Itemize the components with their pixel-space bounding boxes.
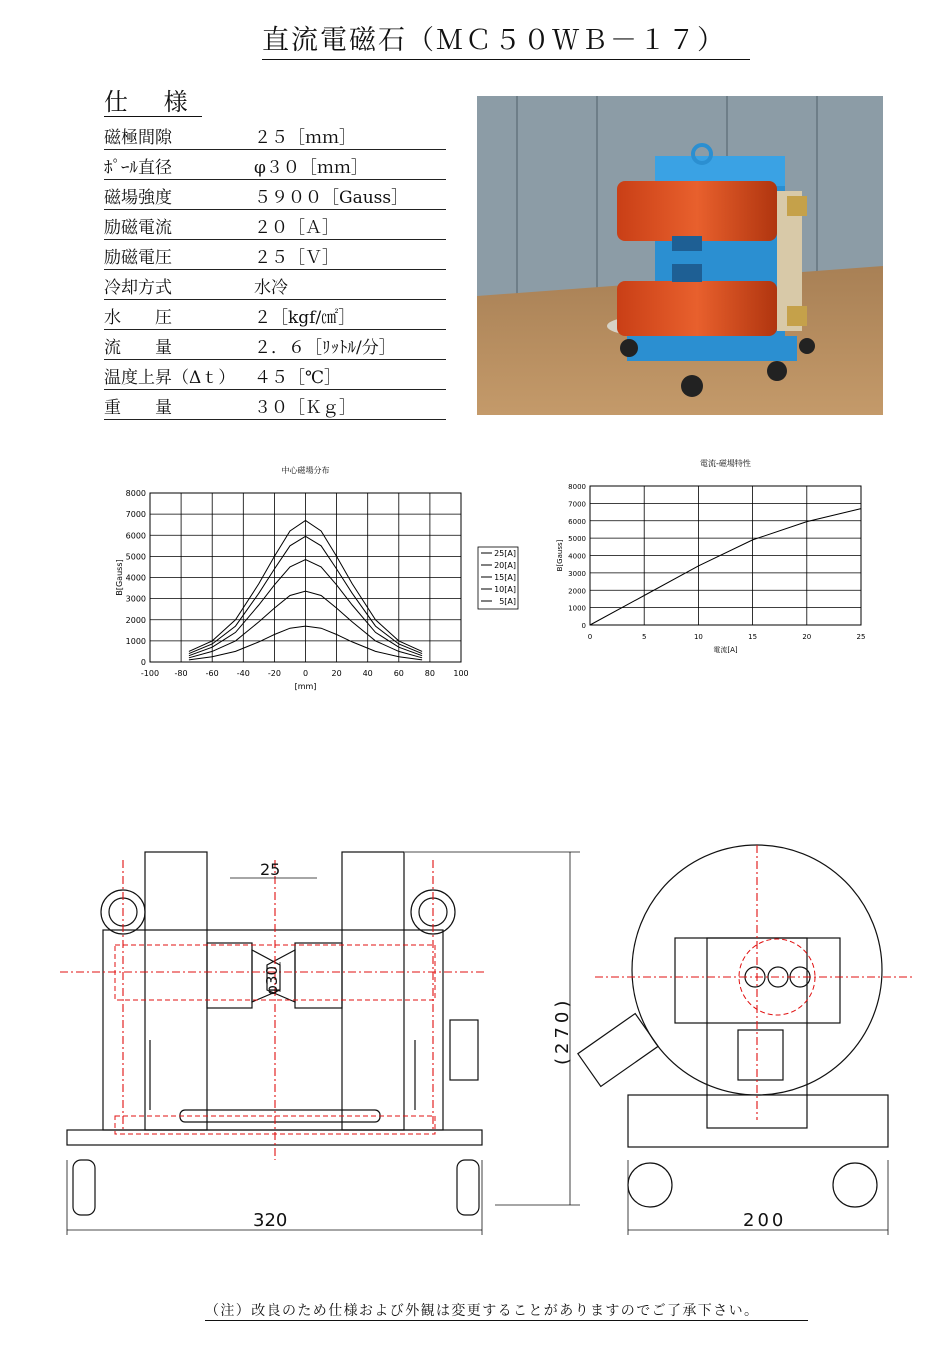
x-tick-label: 80 xyxy=(424,669,435,678)
y-tick-label: 6000 xyxy=(568,517,586,526)
x-tick-label: 40 xyxy=(362,669,373,678)
spec-row xyxy=(104,210,446,240)
spec-value: ２５［ｍｍ］ xyxy=(254,128,356,148)
spec-value: ５９００［Gauss］ xyxy=(254,188,409,208)
spec-row xyxy=(104,120,446,150)
spec-row xyxy=(104,360,446,390)
spec-row xyxy=(104,150,446,180)
spec-label: 冷却方式 xyxy=(104,278,172,298)
x-tick-label: 0 xyxy=(302,669,309,678)
dim-height: (270) xyxy=(552,996,573,1065)
spec-heading: 仕 様 xyxy=(104,88,202,116)
spec-label: 流 量 xyxy=(104,338,172,358)
current-field-chart xyxy=(545,455,875,655)
x-tick-label: 60 xyxy=(393,669,404,678)
y-tick-label: 0 xyxy=(581,622,586,630)
y-tick-label: 4000 xyxy=(568,552,586,561)
chart-title: 電流-磁場特性 xyxy=(700,459,751,468)
y-tick-label: 2000 xyxy=(568,587,586,596)
y-tick-label: 5000 xyxy=(125,552,146,562)
y-tick-label: 1000 xyxy=(568,604,586,613)
disclaimer-note: （注）改良のため仕様および外観は変更することがありますのでご了承下さい。 xyxy=(205,1300,808,1321)
x-axis-label: 電流[A] xyxy=(713,646,738,654)
legend-entry: 25[A] xyxy=(494,549,516,558)
legend-entry: 20[A] xyxy=(494,561,516,570)
spec-value: ４５［℃］ xyxy=(254,368,342,388)
spec-label: ﾎﾟｰﾙ直径 xyxy=(104,158,172,178)
x-tick-label: 0 xyxy=(587,633,593,641)
spec-label: 励磁電流 xyxy=(104,218,172,238)
chart-title: 中心磁場分布 xyxy=(281,466,330,475)
y-tick-label: 4000 xyxy=(125,573,146,583)
spec-row xyxy=(104,270,446,300)
technical-drawing xyxy=(55,840,925,1240)
y-tick-label: 0 xyxy=(140,658,146,667)
spec-value: ３０［Ｋｇ］ xyxy=(254,398,356,418)
x-tick-label: -100 xyxy=(140,669,160,678)
spec-label: 磁場強度 xyxy=(104,188,172,208)
spec-value: ２．６［ﾘｯﾄﾙ/分］ xyxy=(254,338,396,358)
x-tick-label: -80 xyxy=(174,669,188,678)
y-axis-label: B[Gauss] xyxy=(115,559,124,596)
y-tick-label: 3000 xyxy=(125,594,146,604)
x-tick-label: 15 xyxy=(748,633,758,641)
y-tick-label: 1000 xyxy=(125,636,146,646)
y-tick-label: 7000 xyxy=(568,500,586,509)
spec-row xyxy=(104,330,446,360)
page-title: 直流電磁石（ＭＣ５０ＷＢ－１７） xyxy=(262,18,750,60)
dim-width-front: 320 xyxy=(253,1210,288,1231)
x-tick-label: -20 xyxy=(267,669,281,678)
y-tick-label: 3000 xyxy=(568,569,586,578)
spec-value: ２［kgf/㎠］ xyxy=(254,308,356,328)
y-tick-label: 8000 xyxy=(125,489,146,498)
product-photo xyxy=(477,96,883,415)
legend-entry: 15[A] xyxy=(494,573,516,582)
dim-width-side: 200 xyxy=(743,1210,787,1231)
spec-label: 磁極間隙 xyxy=(104,128,172,148)
spec-label: 重 量 xyxy=(104,398,172,418)
spec-label: 励磁電圧 xyxy=(104,248,172,268)
legend-entry: 10[A] xyxy=(494,585,516,594)
spec-value: 水冷 xyxy=(254,278,288,298)
spec-value: ２０［Ａ］ xyxy=(254,218,339,238)
spec-row xyxy=(104,300,446,330)
y-axis-label: B[Gauss] xyxy=(556,539,564,572)
x-tick-label: -40 xyxy=(236,669,250,678)
x-tick-label: -60 xyxy=(205,669,219,678)
spec-value: ２５［Ｖ］ xyxy=(254,248,339,268)
x-tick-label: 5 xyxy=(641,633,647,641)
spec-label: 水 圧 xyxy=(104,308,172,328)
spec-row xyxy=(104,240,446,270)
dim-gap: 25 xyxy=(260,860,281,879)
x-tick-label: 20 xyxy=(802,633,812,641)
x-tick-label: 20 xyxy=(331,669,342,678)
y-tick-label: 6000 xyxy=(125,531,146,541)
x-tick-label: 10 xyxy=(693,633,703,641)
y-tick-label: 8000 xyxy=(568,483,586,491)
y-tick-label: 5000 xyxy=(568,535,586,544)
spec-label: 温度上昇（Δｔ） xyxy=(104,368,236,388)
spec-value: φ３０［ｍｍ］ xyxy=(254,158,368,178)
spec-row xyxy=(104,390,446,420)
x-tick-label: 25 xyxy=(856,633,866,641)
dim-pole: φ30 xyxy=(263,966,281,995)
y-tick-label: 2000 xyxy=(125,615,146,625)
center-field-chart xyxy=(100,455,530,705)
x-axis-label: [mm] xyxy=(294,682,317,691)
spec-row xyxy=(104,180,446,210)
y-tick-label: 7000 xyxy=(125,510,146,520)
x-tick-label: 100 xyxy=(453,669,469,678)
legend-entry: 5[A] xyxy=(499,597,516,606)
